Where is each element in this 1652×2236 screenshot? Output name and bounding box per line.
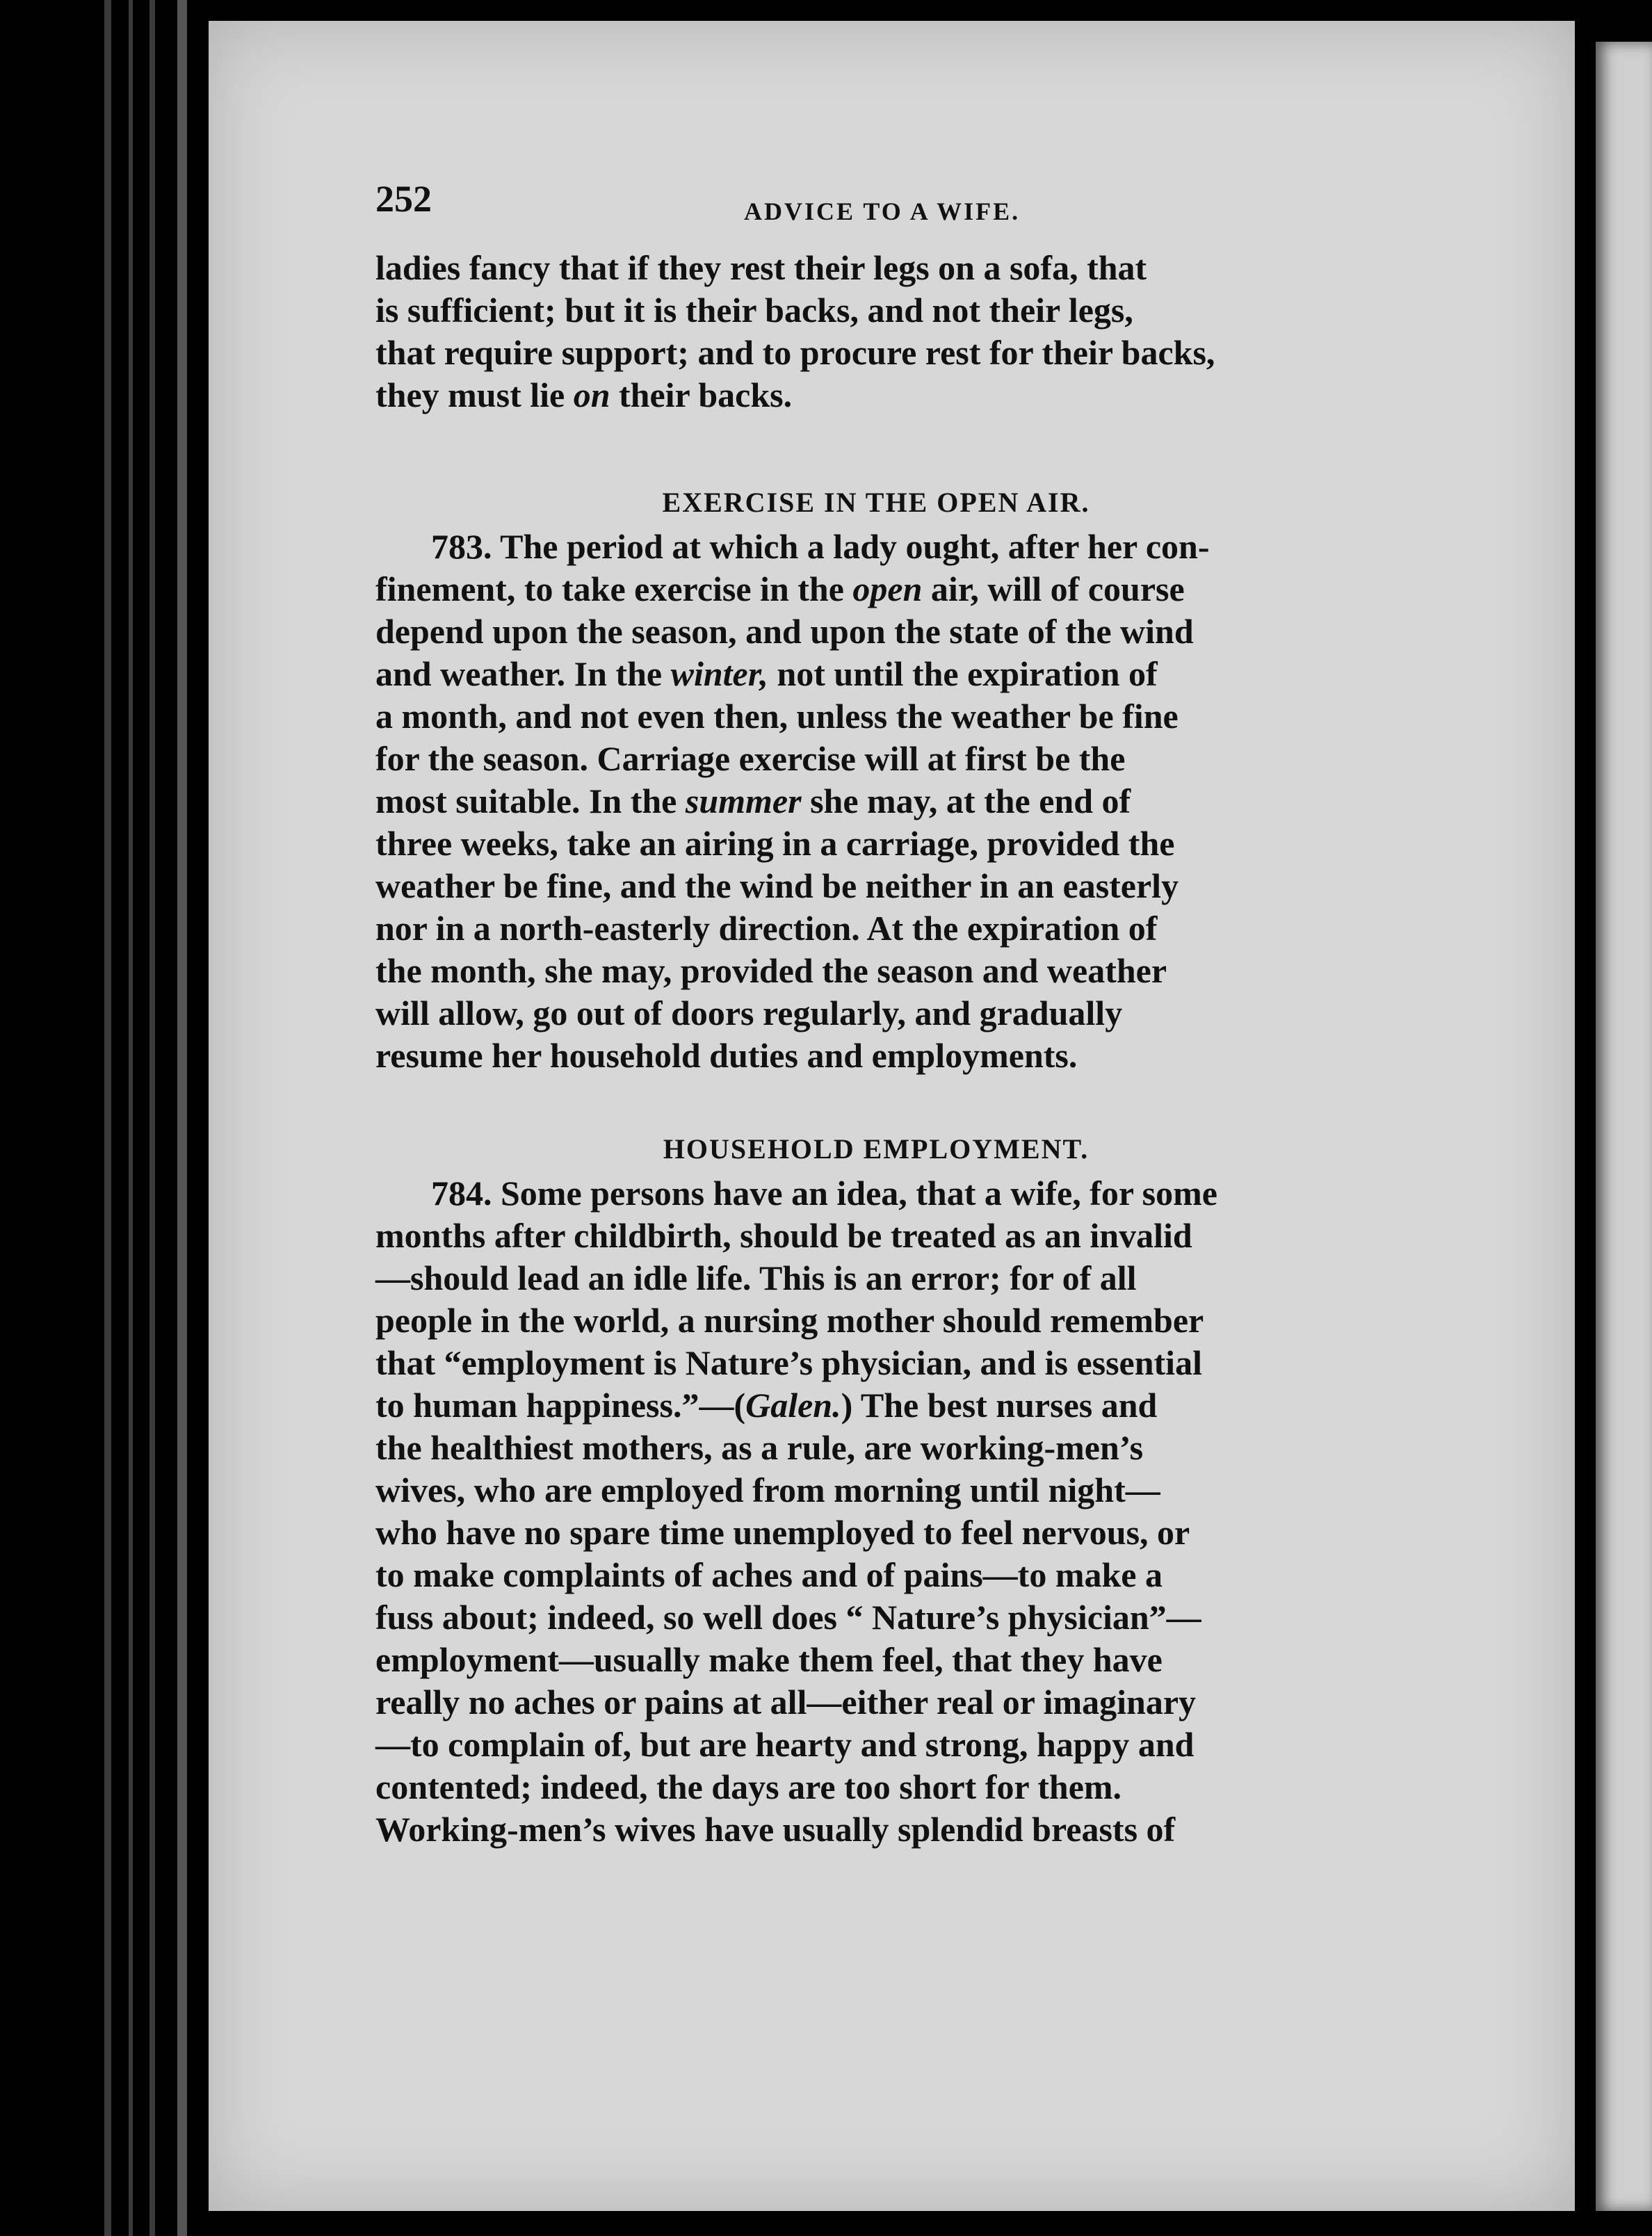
text-line: depend upon the season, and upon the state of the wind — [375, 612, 1194, 651]
text-line: the healthiest mothers, as a rule, are working-men’s — [375, 1428, 1144, 1467]
text-line: 783. The period at which a lady ought, after her con- — [431, 527, 1210, 566]
text-line: the month, she may, provided the season and weather — [375, 951, 1167, 990]
page-header — [375, 177, 1377, 254]
emphasis-text: winter, — [670, 654, 768, 693]
text-line: who have no spare time unemployed to feel nervous, or — [375, 1513, 1190, 1552]
emphasis-text: Galen. — [745, 1386, 841, 1425]
text-line: three weeks, take an airing in a carriage, provided the — [375, 824, 1175, 863]
text-line: ladies fancy that if they rest their legs on a sofa, that — [375, 248, 1147, 287]
text-line: for the season. Carriage exercise will at first be the — [375, 739, 1126, 778]
spine-line — [129, 0, 133, 2236]
text-line: to human happiness.”—(Galen.) The best nurses and — [375, 1386, 1158, 1425]
text-line: they must lie on their backs. — [375, 375, 793, 414]
paragraph-783 — [375, 526, 1377, 1077]
text-line: —to complain of, but are hearty and strong, happy and — [375, 1725, 1195, 1764]
text-line: that “employment is Nature’s physician, and is essential — [375, 1343, 1202, 1382]
text-line: 784. Some persons have an idea, that a wife, for some — [431, 1174, 1217, 1213]
spine-line — [104, 0, 111, 2236]
facing-page-edge — [1596, 42, 1652, 2211]
section-heading: EXERCISE IN THE OPEN AIR. — [662, 487, 1090, 518]
text-line: will allow, go out of doors regularly, and gradually — [375, 994, 1123, 1032]
spine-line — [177, 0, 187, 2236]
text-line: wives, who are employed from morning until night— — [375, 1471, 1160, 1509]
paragraph-784 — [375, 1172, 1377, 1851]
text-line: months after childbirth, should be treated as an invalid — [375, 1216, 1192, 1255]
text-line: really no aches or pains at all—either real or imaginary — [375, 1683, 1197, 1721]
text-line: weather be fine, and the wind be neither in an easterly — [375, 866, 1179, 905]
text-line: a month, and not even then, unless the weather be fine — [375, 697, 1179, 736]
book-spine — [0, 0, 209, 2236]
text-line: resume her household duties and employments. — [375, 1036, 1078, 1075]
emphasis-text: summer — [685, 781, 802, 820]
section-heading: HOUSEHOLD EMPLOYMENT. — [663, 1133, 1090, 1165]
emphasis-text: open — [852, 569, 923, 608]
spine-line — [149, 0, 155, 2236]
text-line: employment—usually make them feel, that they have — [375, 1640, 1163, 1679]
text-line: contented; indeed, the days are too short for them. — [375, 1767, 1122, 1806]
text-line: fuss about; indeed, so well does “ Nature’s physician”— — [375, 1598, 1201, 1637]
text-line: Working-men’s wives have usually splendid breasts of — [375, 1810, 1176, 1849]
text-line: people in the world, a nursing mother should remember — [375, 1301, 1204, 1340]
text-line: to make complaints of aches and of pains—to make a — [375, 1555, 1163, 1594]
text-line: nor in a north-easterly direction. At the expiration of — [375, 909, 1158, 948]
page-number: 252 — [375, 178, 432, 220]
text-line: finement, to take exercise in the open air, will of course — [375, 569, 1185, 608]
text-line: —should lead an idle life. This is an error; for of all — [375, 1258, 1137, 1297]
text-line: and weather. In the winter, not until the expiration of — [375, 654, 1158, 693]
text-line: that require support; and to procure rest for their backs, — [375, 333, 1215, 372]
page-content — [375, 177, 1377, 1851]
emphasis-text: on — [573, 375, 610, 414]
running-head: ADVICE TO A WIFE. — [744, 197, 1021, 225]
continuation-paragraph — [375, 247, 1377, 416]
text-line: most suitable. In the summer she may, at the end of — [375, 781, 1131, 820]
text-line: is sufficient; but it is their backs, and not their legs, — [375, 291, 1133, 330]
